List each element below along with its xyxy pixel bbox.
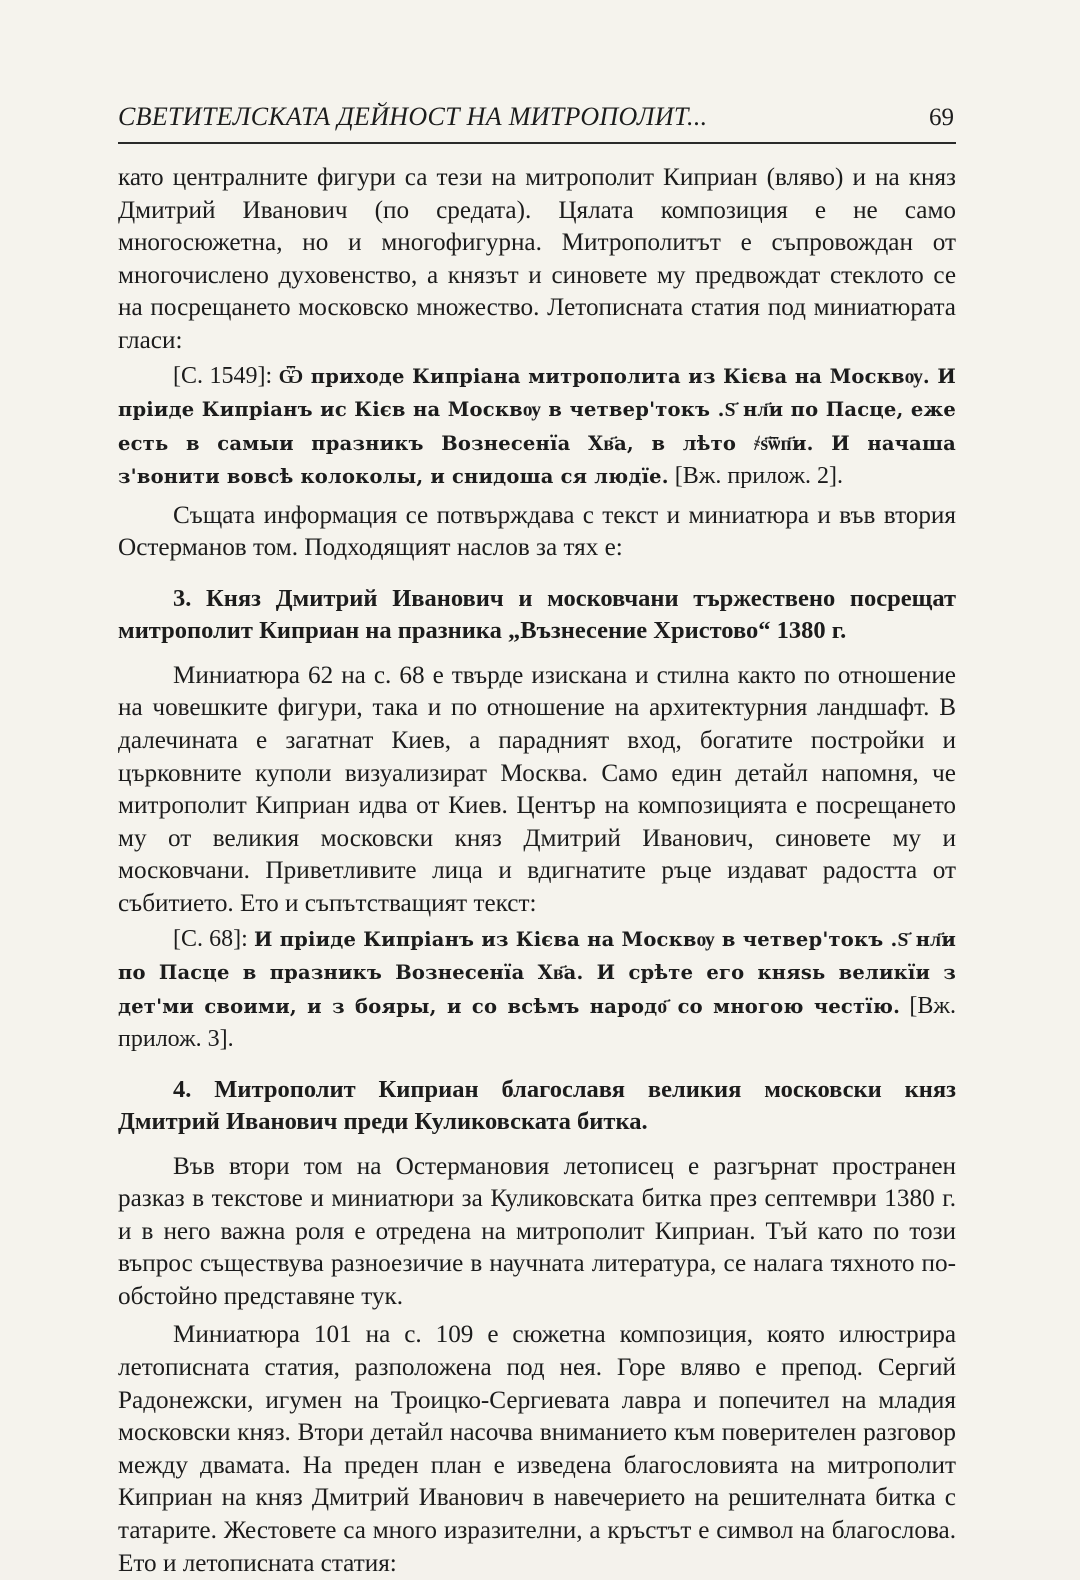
quote-2-church-slavonic: И пріиде Кипріанъ из Кієва на Москвѹ в четвер'токъ .Ѕ҃ нл҃и по Пасце в празникъ Вознесенїа Хв҃а. И срѣте его княѕь великїи з дет'ми своими, и з бояры, и со всѣмъ народо҃ со многою честїю.	[118, 927, 956, 1018]
paragraph-second-volume: Същата информация се потвърждава с текст и миниатюра и във втория Остерманов том. Подходящият наслов за тях е:	[118, 501, 956, 562]
running-title: СВЕТИТЕЛСКАТА ДЕЙНОСТ НА МИТРОПОЛИТ...	[118, 102, 708, 131]
quote-1-church-slavonic: Ѿ приходе Кипріана митрополита из Кієва на Москвѹ. И пріиде Кипріанъ ис Кієв на Москвѹ в четвер'токъ .Ѕ҃ нл҃и по Пасце, еже есть в самыи празникъ Вознесенїа Хв҃а, в лѣто ҂ѕ҃ѿп҃и. И начаша з'вонити вовсѣ колоколы, и снидоша ся людїе.	[118, 364, 956, 489]
section-heading-4: 4. Митрополит Киприан благославя великия московски княз Дмитрий Иванович преди Куликовската битка.	[118, 1075, 956, 1135]
body-text	[118, 162, 956, 1580]
quote-1-appendix-ref: [Вж. прилож. 2].	[668, 463, 844, 490]
paragraph-miniature-62: Миниатюра 62 на с. 68 е твърде изискана и стилна както по отношение на човешките фигури, така и по отношение на архитектурния ландшафт. В далечината е загатнат Киев, а парадният вход, богатите постройки и църковните куполи визуализират Москва. Само един детайл напомня, че митрополит Киприан идва от Киев. Център на композицията е посрещането му от великия московски княз Дмитрий Иванович, синовете му и московчани. Приветливите лица и вдигнатите ръце издават радостта от събитието. Ето и съпътстващият текст:	[118, 661, 956, 917]
paragraph-intro: като централните фигури са тези на митрополит Киприан (вляво) и на княз Дмитрий Иванович (по средата). Цялата композиция е не само многосюжетна, но и многофигурна. Митрополитът е съпровождан от многочислено духовенство, а князът и синовете му предвождат стеклото се на посрещането московско множество. Летописната статия под миниатюрата гласи:	[118, 164, 956, 354]
quote-chronicle-2	[118, 923, 956, 1056]
quote-2-appendix-ref: [Вж. прилож. 3].	[118, 992, 956, 1052]
quote-1-reference: [С. 1549]:	[173, 362, 279, 389]
section-heading-3: 3. Княз Дмитрий Иванович и московчани тържествено посрещат митрополит Киприан на празника „Възнесение Христово“ 1380 г.	[118, 584, 956, 645]
page-number: 69	[929, 104, 954, 131]
quote-2-reference: [С. 68]:	[173, 925, 254, 952]
paragraph-miniature-101: Миниатюра 101 на с. 109 е сюжетна композиция, която илюстрира летописната статия, разположена под нея. Горе вляво е препод. Сергий Радонежски, игумен на Троицко-Сергиевата лавра и попечител на младия московски княз. Втори детайл насочва вниманието към поверителен разговор между двамата. На преден план е изведена благословията на митрополит Киприан на княз Дмитрий Иванович в навечерието на решителната битка с татарите. Жестовете са много изразителни, а кръстът е символ на благослова. Ето и летописната статия:	[118, 1321, 956, 1577]
running-header	[118, 100, 956, 144]
paragraph-kulikovo-intro: Във втори том на Остермановия летописец е разгърнат пространен разказ в текстове и миниатюри за Куликовската битка през септември 1380 г. и в него важна роля е отредена на митрополит Киприан. Тъй като по този въпрос съществува разноезичие в научната литература, се налага тяхното по-обстойно представяне тук.	[118, 1152, 956, 1310]
quote-chronicle-1	[118, 360, 956, 494]
